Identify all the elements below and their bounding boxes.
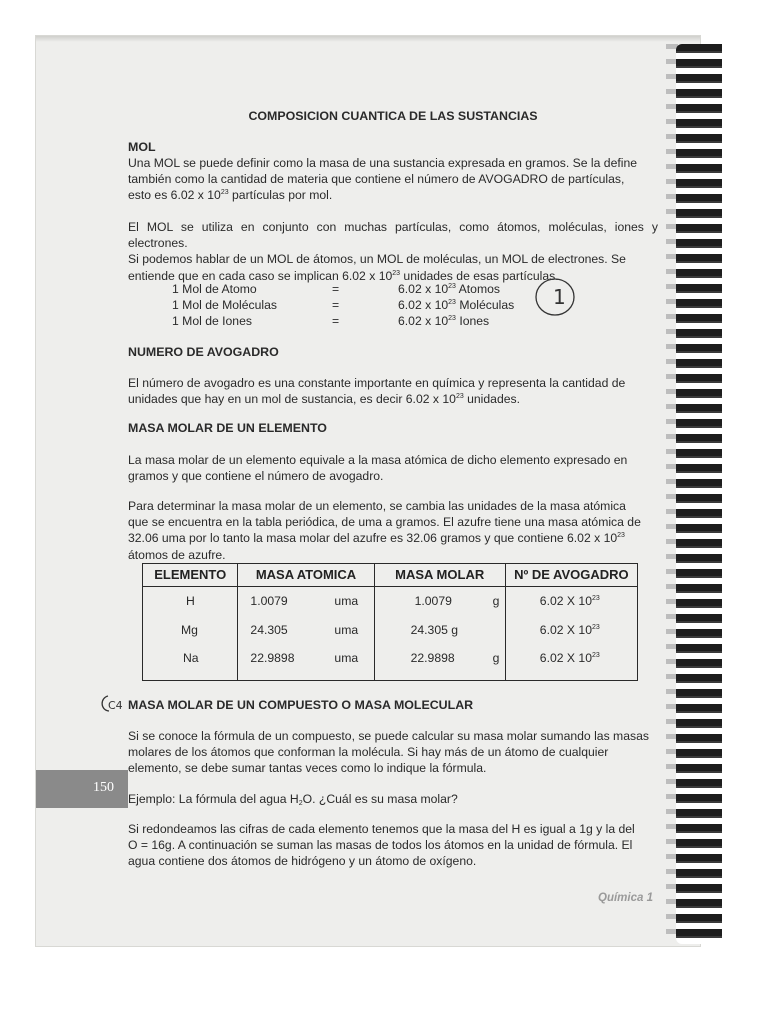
heading-masa-molar-elemento: MASA MOLAR DE UN ELEMENTO (128, 421, 327, 435)
page-number-tab (36, 770, 128, 808)
text-line: que se encuentra en la tabla periódica, de uma a gramos. El azufre tiene una masa atómica de (128, 515, 641, 530)
equals-sign: = (332, 282, 340, 296)
text-line: Para determinar la masa molar de un elemento, se cambia las unidades de la masa atómica (128, 499, 626, 513)
handwritten-circled-number (533, 276, 577, 318)
value: 6.02 X 10 (539, 594, 592, 608)
exponent: 23 (591, 624, 600, 631)
column-header: ELEMENTO (143, 564, 238, 586)
masa-molar-example (128, 498, 658, 563)
unit: Atomos (455, 282, 500, 296)
equals-sign: = (332, 314, 340, 328)
table-cell: Na (183, 651, 199, 665)
text-line: La masa molar de un elemento equivale a la masa atómica de dicho elemento expresado en (128, 453, 628, 467)
value: 6.02 x 10 (398, 314, 449, 328)
text-line: El MOL se utiliza en conjunto con muchas partículas, como átomos, moléculas, iones y electrones. (128, 220, 658, 251)
text-line: Si podemos hablar de un MOL de átomos, un MOL de moléculas, un MOL de electrones. Se (128, 252, 626, 267)
table-cell: uma (334, 651, 359, 665)
table-cell (540, 593, 600, 609)
table-body (143, 587, 637, 681)
text-line (128, 391, 658, 407)
column-header: MASA MOLAR (375, 564, 506, 586)
table-cell: 22.9898 (410, 651, 455, 665)
table-cell: uma (334, 594, 359, 608)
exponent: 23 (220, 189, 229, 197)
exponent: 23 (591, 652, 600, 659)
text-run: O. ¿Cuál es su masa molar? (302, 792, 458, 806)
mol-definition-paragraph (128, 155, 658, 204)
text-run: unidades de esas partículas. (400, 268, 559, 283)
unit: Moléculas (455, 298, 515, 312)
text-run: esto es 6.02 x 10 (128, 188, 221, 203)
avogadro-column (506, 587, 637, 681)
table-cell: 24.305 g (410, 623, 459, 637)
text-run: unidades. (463, 392, 520, 407)
table-cell: 24.305 (250, 623, 288, 637)
table-cell: Mg (181, 623, 198, 637)
rounding-paragraph (128, 821, 658, 870)
equivalence-left: 1 Mol de Moléculas (172, 298, 277, 312)
exponent: 23 (448, 283, 456, 290)
exponent: 23 (448, 315, 456, 322)
unit: Iones (455, 314, 490, 328)
table-cell: g (492, 651, 500, 665)
text-run: 32.06 uma por lo tanto la masa molar del azufre es 32.06 gramos y que contiene 6.02 x 10 (128, 531, 618, 546)
table-cell: H (186, 594, 195, 608)
text-line: elemento, se debe sumar tantas veces como lo indique la fórmula. (128, 761, 487, 776)
example-line (128, 791, 658, 807)
text-line: gramos y que contiene el número de avogadro. (128, 469, 384, 484)
exponent: 23 (392, 269, 401, 277)
heading-avogadro: NUMERO DE AVOGADRO (128, 345, 279, 359)
value: 6.02 x 10 (398, 298, 449, 312)
value: 6.02 X 10 (539, 623, 592, 637)
handwritten-number: 1 (553, 285, 566, 309)
exponent: 23 (617, 532, 625, 540)
value: 6.02 x 10 (398, 282, 449, 296)
text-line: molares de los átomos que conforman la molécula. Si hay más de un átomo de cualquier (128, 745, 609, 760)
value: 6.02 X 10 (539, 651, 592, 665)
equals-sign: = (332, 298, 340, 312)
exponent: 23 (448, 299, 456, 306)
text-line: agua contiene dos átomos de hidrógeno y un átomo de oxígeno. (128, 854, 477, 869)
table-cell (540, 622, 600, 638)
spiral-binding (676, 44, 722, 944)
compound-paragraph (128, 728, 658, 777)
heading-mol: MOL (128, 140, 156, 154)
text-line (128, 187, 658, 203)
masa-molar-definition (128, 452, 658, 484)
page-number: 150 (93, 780, 114, 795)
footer-book-title: Química 1 (598, 892, 653, 904)
molar-mass-table (142, 563, 638, 681)
text-line: Una MOL se puede definir como la masa de una sustancia expresada en gramos. Se la define (128, 156, 638, 170)
subscript: 2 (298, 800, 303, 807)
table-cell: uma (334, 623, 359, 637)
table-cell: 1.0079 (414, 594, 452, 608)
document-title: COMPOSICION CUANTICA DE LAS SUSTANCIAS (248, 109, 538, 123)
table-cell: g (492, 594, 500, 608)
text-run: partículas por mol. (228, 188, 333, 203)
text-run: unidades que hay en un mol de sustancia, es decir 6.02 x 10 (128, 392, 456, 407)
avogadro-paragraph (128, 375, 658, 407)
text-line: también como la cantidad de materia que contiene el número de AVOGADRO de partículas, (128, 172, 625, 187)
page-top-edge (36, 36, 700, 42)
text-line: Si redondeamos las cifras de cada elemento tenemos que la masa del H es igual a 1g y la del (128, 822, 635, 836)
equivalence-left: 1 Mol de Iones (172, 314, 252, 328)
text-line: Si se conoce la fórmula de un compuesto, se puede calcular su masa molar sumando las masas (128, 729, 649, 743)
table-cell: 22.9898 (250, 651, 295, 665)
column-header: Nº DE AVOGADRO (514, 567, 629, 582)
mol-usage-paragraph (128, 219, 658, 284)
text-line: El número de avogadro es una constante importante en química y representa la cantidad de (128, 376, 626, 390)
table-header (143, 564, 637, 587)
table-cell: 1.0079 (250, 594, 288, 608)
margin-mark-text: C4 (108, 699, 123, 712)
column-header: MASA ATOMICA (238, 564, 374, 586)
text-line (128, 791, 658, 807)
masa-atomica-column (238, 587, 374, 681)
table-cell (540, 650, 600, 666)
masa-molar-column (375, 587, 506, 681)
text-line: átomos de azufre. (128, 547, 226, 562)
handwritten-margin-mark (98, 692, 128, 716)
equivalence-left: 1 Mol de Atomo (172, 282, 257, 296)
elemento-column (143, 587, 238, 681)
text-run: entiende que en cada caso se implican 6.02 x 10 (128, 268, 393, 283)
heading-masa-molar-compuesto: MASA MOLAR DE UN COMPUESTO O MASA MOLECULAR (128, 698, 474, 712)
exponent: 23 (455, 393, 464, 401)
text-line (128, 530, 658, 546)
exponent: 23 (591, 595, 600, 602)
text-run: Ejemplo: La fórmula del agua H (128, 792, 299, 806)
text-line: O = 16g. A continuación se suman las masas de todos los átomos en la unidad de fórmula. El (128, 838, 633, 853)
